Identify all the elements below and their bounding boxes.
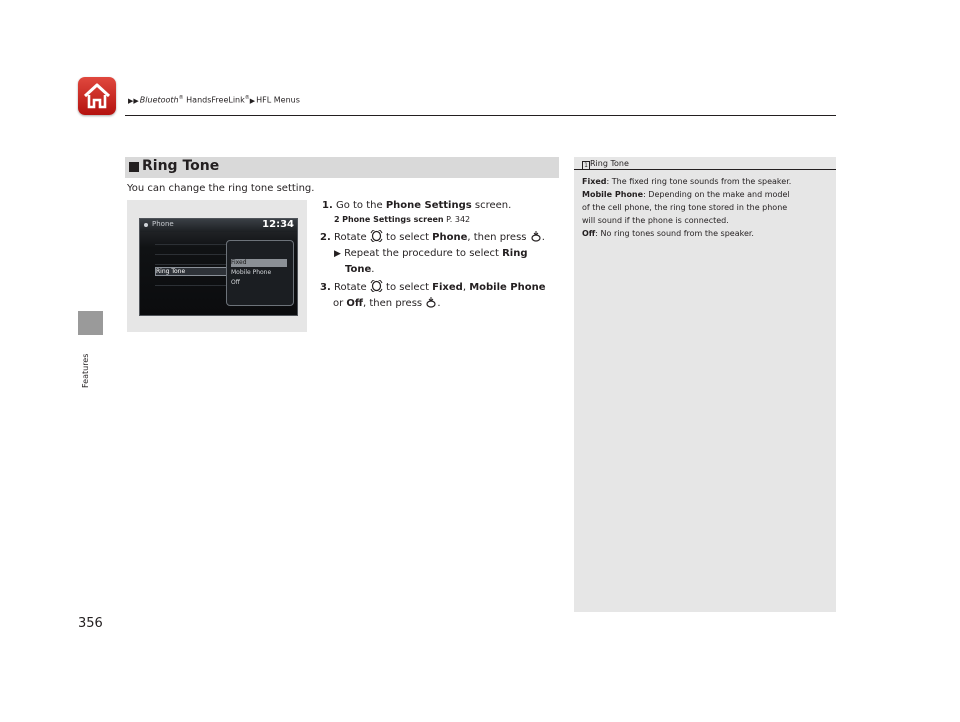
chapter-tab (78, 311, 103, 335)
screen-menu-ring-tone: Ring Tone (155, 267, 229, 276)
sub-arrow-icon: ▶ (334, 249, 341, 259)
breadcrumb-arrow-icon: ▶▶ (128, 96, 139, 105)
screen-option-fixed: Fixed (231, 259, 287, 267)
note-marker-icon: 1 (582, 161, 590, 170)
page-number: 356 (78, 616, 103, 631)
display-screen (139, 218, 298, 316)
dial-icon (370, 280, 383, 292)
breadcrumb-bluetooth[interactable]: Bluetooth (139, 95, 179, 105)
screen-menu-row (155, 278, 227, 286)
screen-options-popup (226, 240, 294, 306)
screen-title: Phone (152, 220, 174, 228)
home-icon (83, 83, 111, 109)
chapter-label: Features (81, 353, 90, 388)
step-2: 2. Rotate to select Phone, then press . (320, 230, 545, 246)
step-3: 3. Rotate to select Fixed, Mobile Phone (320, 280, 546, 296)
screen-menu-row (155, 237, 227, 245)
section-marker-icon (129, 162, 139, 172)
breadcrumb: ▶▶Bluetooth® HandsFreeLink®▶HFL Menus (128, 95, 300, 105)
phone-dot-icon (144, 223, 148, 227)
dial-icon (370, 230, 383, 242)
section-heading (125, 157, 559, 178)
press-icon (530, 230, 542, 242)
screen-option-mobile-phone: Mobile Phone (231, 269, 272, 276)
step-2-sub: ▶ Repeat the procedure to select Ring (334, 248, 528, 259)
screen-clock: 12:34 (262, 219, 294, 230)
header-rule (125, 115, 836, 116)
screen-menu-row (155, 257, 227, 265)
sidebar-note (574, 157, 836, 612)
sidebar-heading: 1 Ring Tone (582, 159, 629, 170)
sidebar-rule (574, 169, 836, 170)
press-icon (425, 296, 437, 308)
screen-option-off: Off (231, 279, 240, 286)
sidebar-body: Fixed: The fixed ring tone sounds from the speaker. Mobile Phone: Depending on the make and model of the cell phone, the ring tone stored in the phone will sound if the phone is connected. Off: No ring tones sound from the speaker. (582, 177, 792, 238)
xref-arrow-icon: 2 (334, 215, 340, 224)
screen-menu-row (155, 247, 227, 255)
home-button[interactable] (78, 77, 116, 115)
breadcrumb-hfl-menus[interactable]: HFL Menus (256, 95, 300, 105)
breadcrumb-arrow-icon: ▶ (249, 96, 256, 105)
intro-text: You can change the ring tone setting. (127, 183, 315, 194)
screen-header (140, 219, 297, 232)
step-1-xref[interactable]: 2 Phone Settings screen P. 342 (334, 215, 471, 224)
breadcrumb-handsfreelink[interactable]: HandsFreeLink (183, 95, 245, 105)
step-1: 1. Go to the Phone Settings screen. (322, 200, 512, 211)
step-2-sub-cont: Tone. (345, 264, 375, 275)
screen-illustration (127, 200, 307, 332)
step-3-cont: or Off, then press . (333, 298, 441, 309)
section-title: Ring Tone (142, 158, 220, 174)
